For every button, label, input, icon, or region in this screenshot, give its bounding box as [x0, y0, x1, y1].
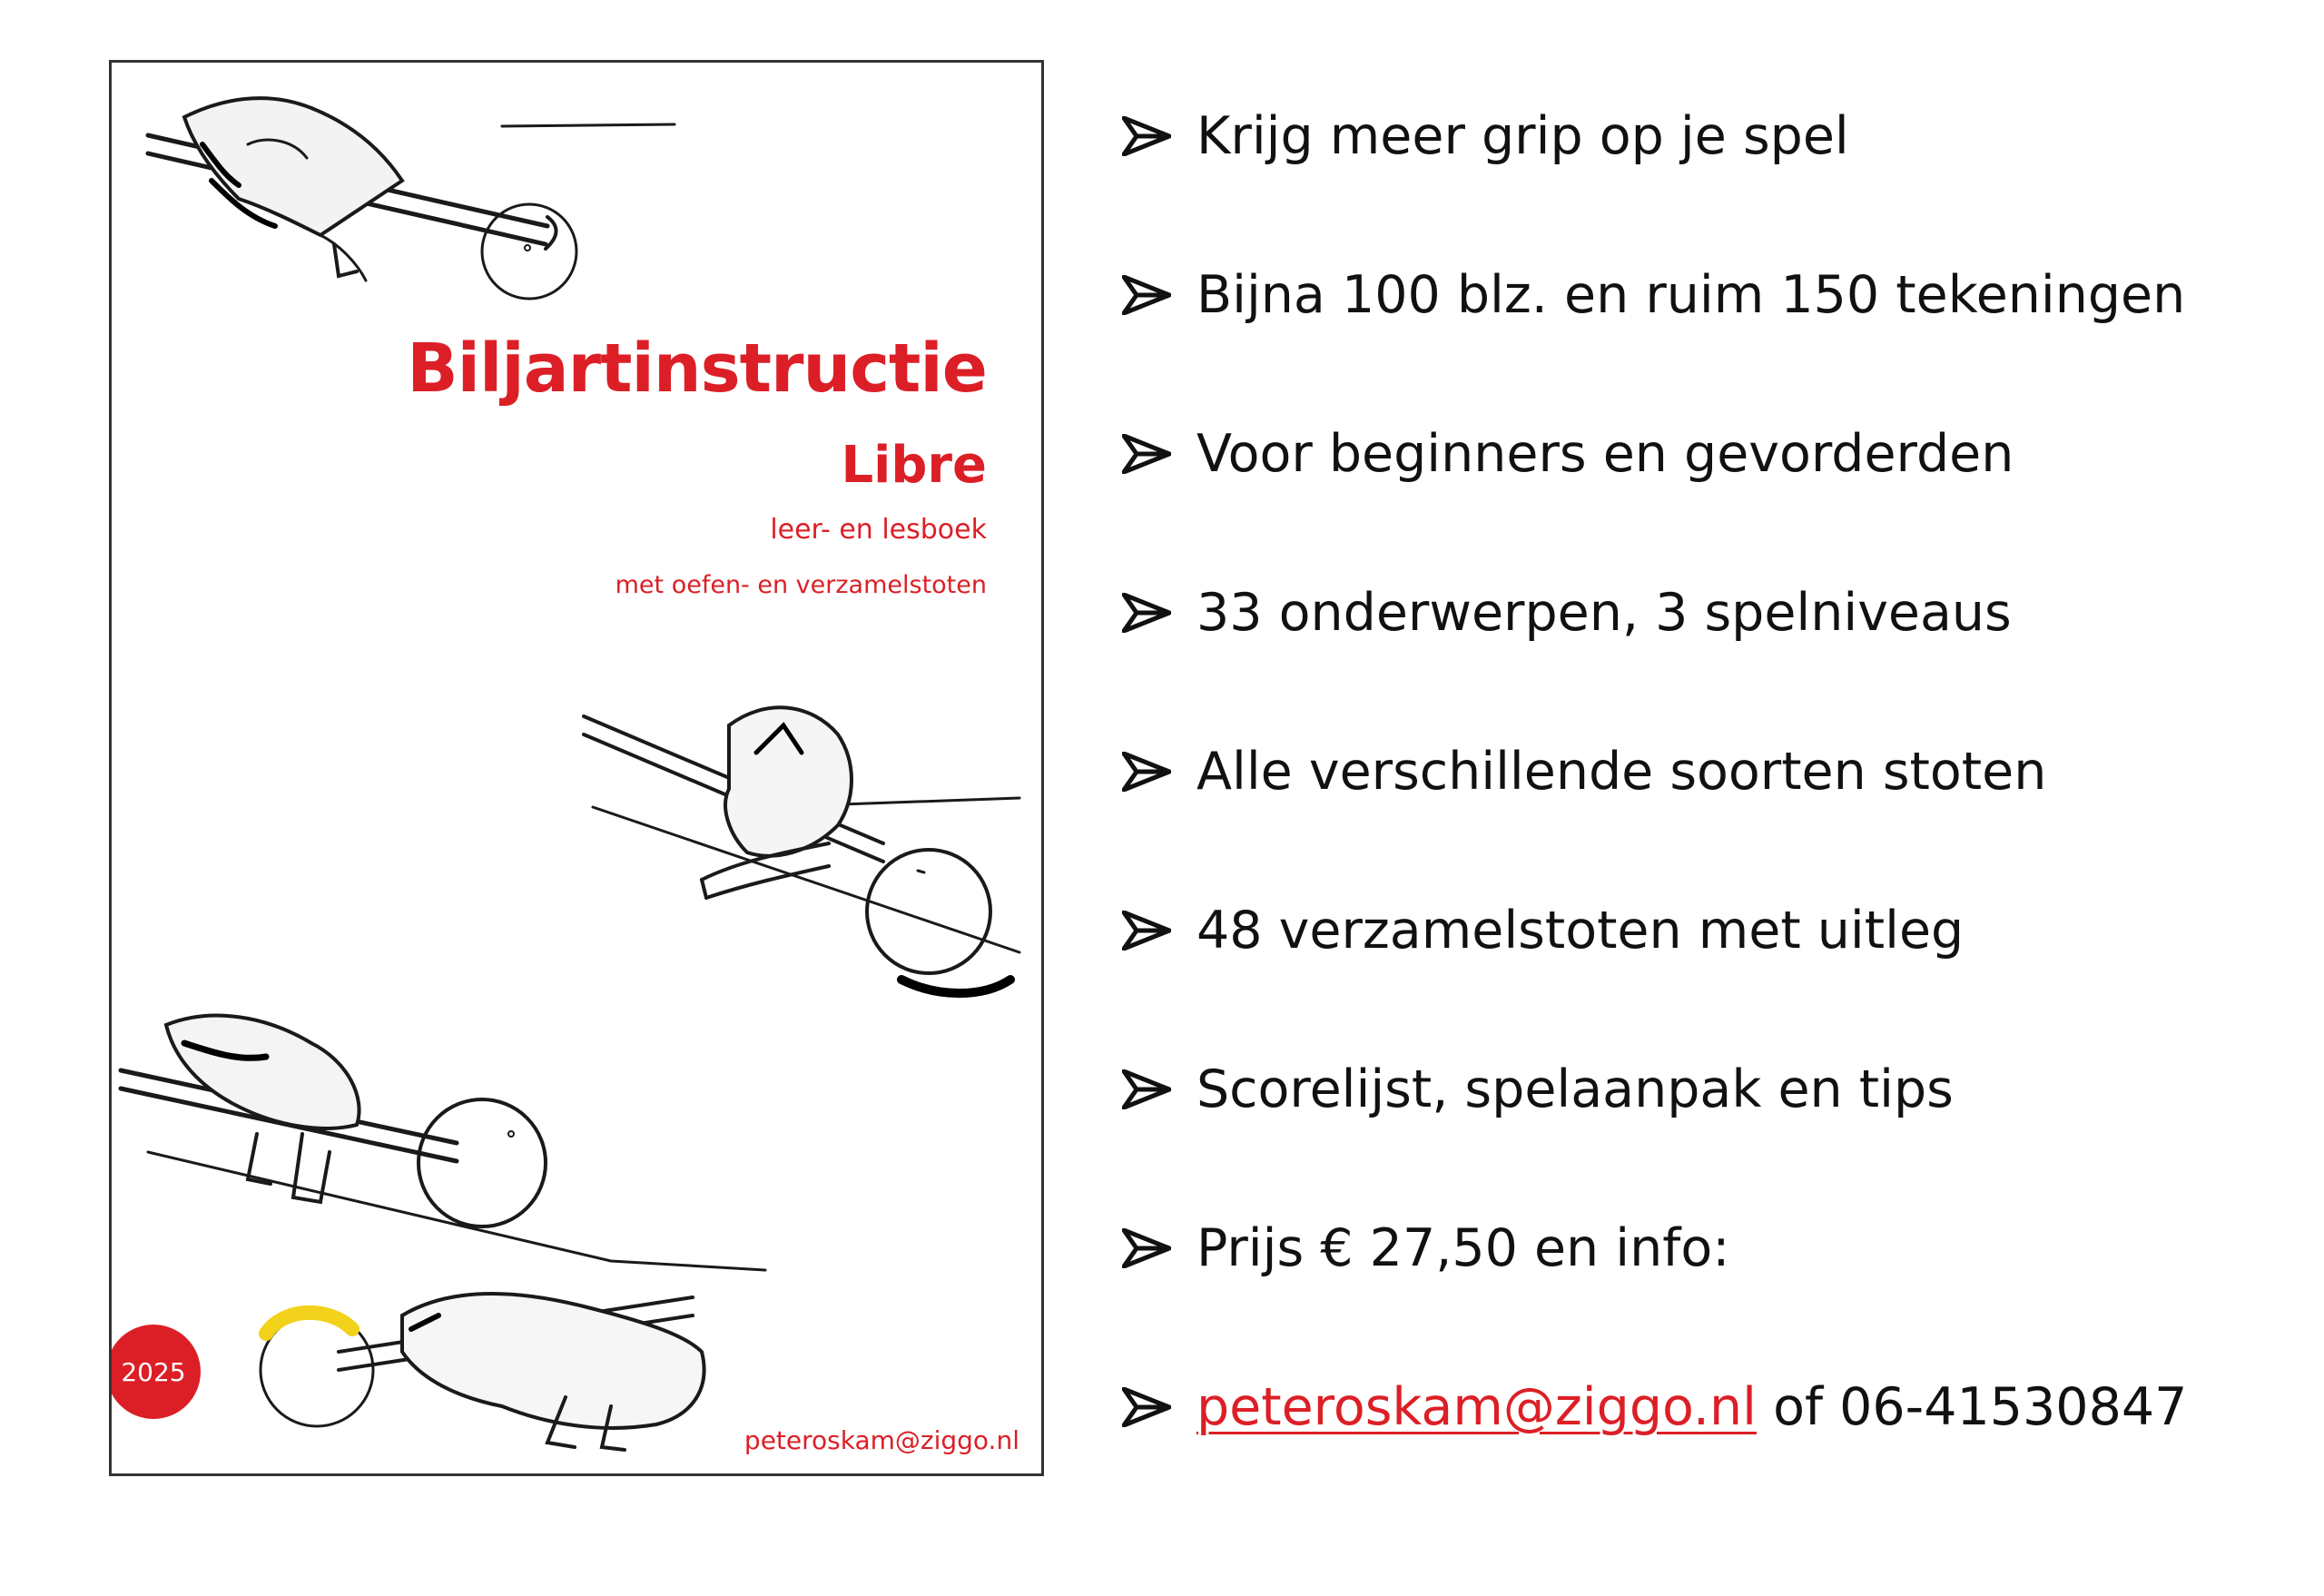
cover-tagline-secondary: met oefen- en verzamelstoten [615, 571, 987, 599]
book-cover [109, 60, 1044, 1476]
arrow-bullet-icon [1122, 100, 1175, 172]
feature-text: Scorelijst, spelaanpak en tips [1196, 1059, 1954, 1119]
feature-item-price [1122, 1212, 2302, 1371]
hand-cue-middle-icon [584, 707, 1019, 993]
hand-cue-bottom-icon [121, 1016, 765, 1450]
cover-tagline: leer- en lesboek [770, 514, 987, 546]
arrow-bullet-icon [1122, 259, 1175, 331]
contact-email-link[interactable]: peteroskam@ziggo.nl [1196, 1377, 1757, 1437]
billiard-illustrations [112, 63, 1044, 1476]
feature-item-pages [1122, 259, 2302, 418]
cover-title: Biljartinstructie [407, 330, 987, 408]
arrow-bullet-icon [1122, 576, 1175, 649]
cover-subtitle: Libre [841, 436, 987, 495]
arrow-bullet-icon [1122, 894, 1175, 967]
arrow-bullet-icon [1122, 418, 1175, 490]
feature-text: Prijs € 27,50 en info: [1196, 1218, 1730, 1278]
feature-text: Voor beginners en gevorderden [1196, 424, 2014, 484]
arrow-bullet-icon [1122, 735, 1175, 808]
contact-phone: 06-41530847 [1839, 1377, 2188, 1437]
contact-line [1196, 1371, 2187, 1443]
hand-cue-top-icon [148, 98, 675, 299]
arrow-bullet-icon [1122, 1371, 1175, 1443]
feature-item-levels-audience [1122, 418, 2302, 576]
contact-separator: of [1756, 1377, 1840, 1437]
feature-item-topics [1122, 576, 2302, 735]
year-badge: 2025 [109, 1325, 201, 1419]
feature-text: Bijna 100 blz. en ruim 150 tekeningen [1196, 265, 2186, 325]
feature-text: Alle verschillende soorten stoten [1196, 742, 2047, 802]
cover-email: peteroskam@ziggo.nl [743, 1425, 1019, 1455]
arrow-bullet-icon [1122, 1053, 1175, 1126]
feature-item-contact [1122, 1371, 2302, 1530]
feature-item-scoresheet [1122, 1053, 2302, 1212]
arrow-bullet-icon [1122, 1212, 1175, 1285]
feature-item-grip [1122, 100, 2302, 259]
feature-text: Krijg meer grip op je spel [1196, 106, 1849, 166]
feature-item-shot-types [1122, 735, 2302, 894]
feature-item-collection-shots [1122, 894, 2302, 1053]
feature-list [1122, 100, 2302, 1530]
feature-text: 48 verzamelstoten met uitleg [1196, 901, 1965, 961]
feature-text: 33 onderwerpen, 3 spelniveaus [1196, 583, 2012, 643]
